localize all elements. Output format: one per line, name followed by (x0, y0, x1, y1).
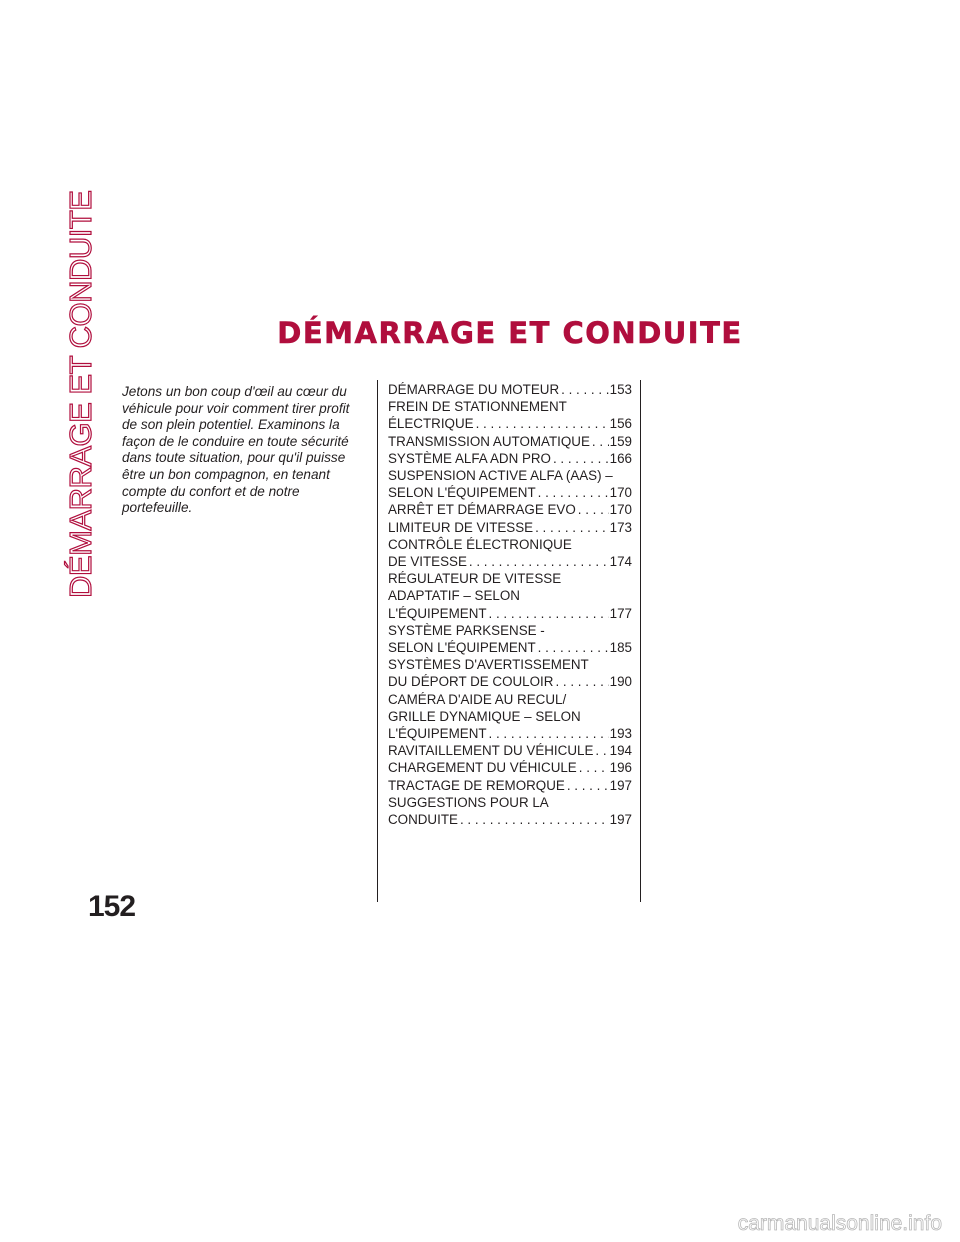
toc-dot-leader (533, 519, 609, 536)
toc-dot-leader (536, 639, 609, 656)
toc-entry[interactable] (388, 433, 632, 450)
chapter-intro-text: Jetons un bon coup d'œil au cœur du véhicule pour voir comment tirer profit de son plein potentiel. Examinons la façon de le conduire en toute sécurité dans toute situation, pour qu'il puisse être un bon compagnon, en tenant compte du confort et de notre portefeuille. (122, 384, 350, 516)
toc-entry[interactable] (388, 622, 632, 656)
toc-entry-row (388, 811, 632, 828)
toc-dot-leader (474, 415, 609, 432)
toc-entry-title-line: SUSPENSION ACTIVE ALFA (AAS) – (388, 468, 613, 484)
toc-dot-leader (553, 673, 608, 690)
toc-page-number: 193 (609, 726, 632, 742)
toc-entry[interactable] (388, 536, 632, 570)
toc-page-number: 159 (609, 433, 632, 449)
toc-entry-title-line: ARRÊT ET DÉMARRAGE EVO (388, 502, 576, 518)
toc-page-number: 177 (609, 605, 632, 621)
toc-dot-leader (487, 725, 609, 742)
toc-entry-title-line: TRACTAGE DE REMORQUE (388, 777, 565, 793)
toc-page-number: 197 (609, 777, 632, 793)
toc-entry-row (388, 415, 632, 432)
toc-dot-leader (593, 742, 608, 759)
toc-entry-title-line: L'ÉQUIPEMENT (388, 605, 487, 621)
toc-entry[interactable] (388, 742, 632, 759)
toc-page-number: 173 (609, 519, 632, 535)
toc-entry-title-line: LIMITEUR DE VITESSE (388, 519, 534, 535)
toc-entry-title-line: FREIN DE STATIONNEMENT (388, 399, 567, 415)
toc-entry-title-line: CONDUITE (388, 812, 458, 828)
toc-entry-row (388, 501, 632, 518)
toc-page-number: 174 (609, 554, 632, 570)
toc-entry-title-line: CONTRÔLE ÉLECTRONIQUE (388, 536, 572, 552)
toc-entry[interactable] (388, 777, 632, 794)
toc-entry[interactable] (388, 398, 632, 432)
toc-entry[interactable] (388, 381, 632, 398)
toc-entry-title-line: ADAPTATIF – SELON (388, 588, 520, 604)
toc-entry-row (388, 381, 632, 398)
chapter-title: DÉMARRAGE ET CONDUITE (277, 316, 743, 350)
toc-entry-title-line: L'ÉQUIPEMENT (388, 726, 487, 742)
toc-entry-row (388, 759, 632, 776)
toc-page-number: 170 (609, 502, 632, 518)
toc-entry-title-line: RAVITAILLEMENT DU VÉHICULE (388, 743, 594, 759)
toc-entry-title-line: DU DÉPORT DE COULOIR (388, 674, 554, 690)
toc-entry[interactable] (388, 794, 632, 828)
watermark: carmanualsonline.info (737, 1212, 942, 1235)
toc-entry-title-line: SELON L'ÉQUIPEMENT (388, 485, 536, 501)
toc-dot-leader (458, 811, 609, 828)
toc-entry[interactable] (388, 656, 632, 690)
toc-entry[interactable] (388, 501, 632, 518)
toc-entry-title-line: RÉGULATEUR DE VITESSE (388, 571, 562, 587)
side-chapter-title: DÉMARRAGE ET CONDUITE (63, 190, 98, 598)
page-number: 152 (88, 890, 136, 923)
toc-entry[interactable] (388, 519, 632, 536)
toc-dot-leader (551, 450, 609, 467)
toc-entry-title-line: DÉMARRAGE DU MOTEUR (388, 382, 560, 397)
toc-entry-title-line: CHARGEMENT DU VÉHICULE (388, 760, 577, 776)
column-divider-left (377, 380, 378, 902)
toc-entry-title-line: SELON L'ÉQUIPEMENT (388, 640, 536, 656)
toc-page-number: 190 (609, 674, 632, 690)
column-divider-right (640, 380, 641, 902)
toc-page-number: 185 (609, 640, 632, 656)
toc-dot-leader (577, 759, 609, 776)
toc-page-number: 153 (609, 382, 632, 397)
toc-entry-title-line: SYSTÈME PARKSENSE - (388, 622, 545, 638)
toc-entry-row (388, 433, 632, 450)
toc-entry[interactable] (388, 467, 632, 501)
toc-dot-leader (536, 484, 609, 501)
toc-dot-leader (487, 605, 609, 622)
toc-dot-leader (576, 501, 609, 518)
toc-entry-title-line: SYSTÈME ALFA ADN PRO (388, 450, 551, 466)
toc-dot-leader (565, 777, 609, 794)
toc-entry-row (388, 484, 632, 501)
toc-entry-row (388, 519, 632, 536)
toc-entry-row (388, 450, 632, 467)
toc-page-number: 170 (609, 485, 632, 501)
toc-page-number: 156 (609, 416, 632, 432)
toc-entry-title-line: CAMÉRA D'AIDE AU RECUL/ (388, 691, 567, 707)
toc-entry[interactable] (388, 570, 632, 622)
toc-entry-row (388, 639, 632, 656)
toc-entry-title-line: ÉLECTRIQUE (388, 416, 474, 432)
toc-entry[interactable] (388, 691, 632, 743)
table-of-contents (388, 381, 632, 828)
toc-dot-leader (590, 433, 609, 450)
toc-entry-title-line: SUGGESTIONS POUR LA (388, 794, 549, 810)
toc-entry-row (388, 605, 632, 622)
toc-dot-leader (467, 553, 609, 570)
toc-dot-leader (559, 381, 609, 398)
toc-entry-row (388, 777, 632, 794)
toc-page-number: 166 (609, 450, 632, 466)
toc-page-number: 196 (609, 760, 632, 776)
toc-entry-row (388, 725, 632, 742)
toc-entry-row (388, 742, 632, 759)
toc-entry-title-line: GRILLE DYNAMIQUE – SELON (388, 708, 581, 724)
toc-entry[interactable] (388, 450, 632, 467)
toc-page-number: 197 (609, 812, 632, 828)
toc-entry-row (388, 673, 632, 690)
toc-entry-title-line: TRANSMISSION AUTOMATIQUE (388, 433, 590, 449)
toc-entry-title-line: SYSTÈMES D'AVERTISSEMENT (388, 657, 589, 673)
toc-entry[interactable] (388, 759, 632, 776)
toc-entry-title-line: DE VITESSE (388, 554, 467, 570)
toc-page-number: 194 (609, 743, 632, 759)
toc-entry-row (388, 553, 632, 570)
